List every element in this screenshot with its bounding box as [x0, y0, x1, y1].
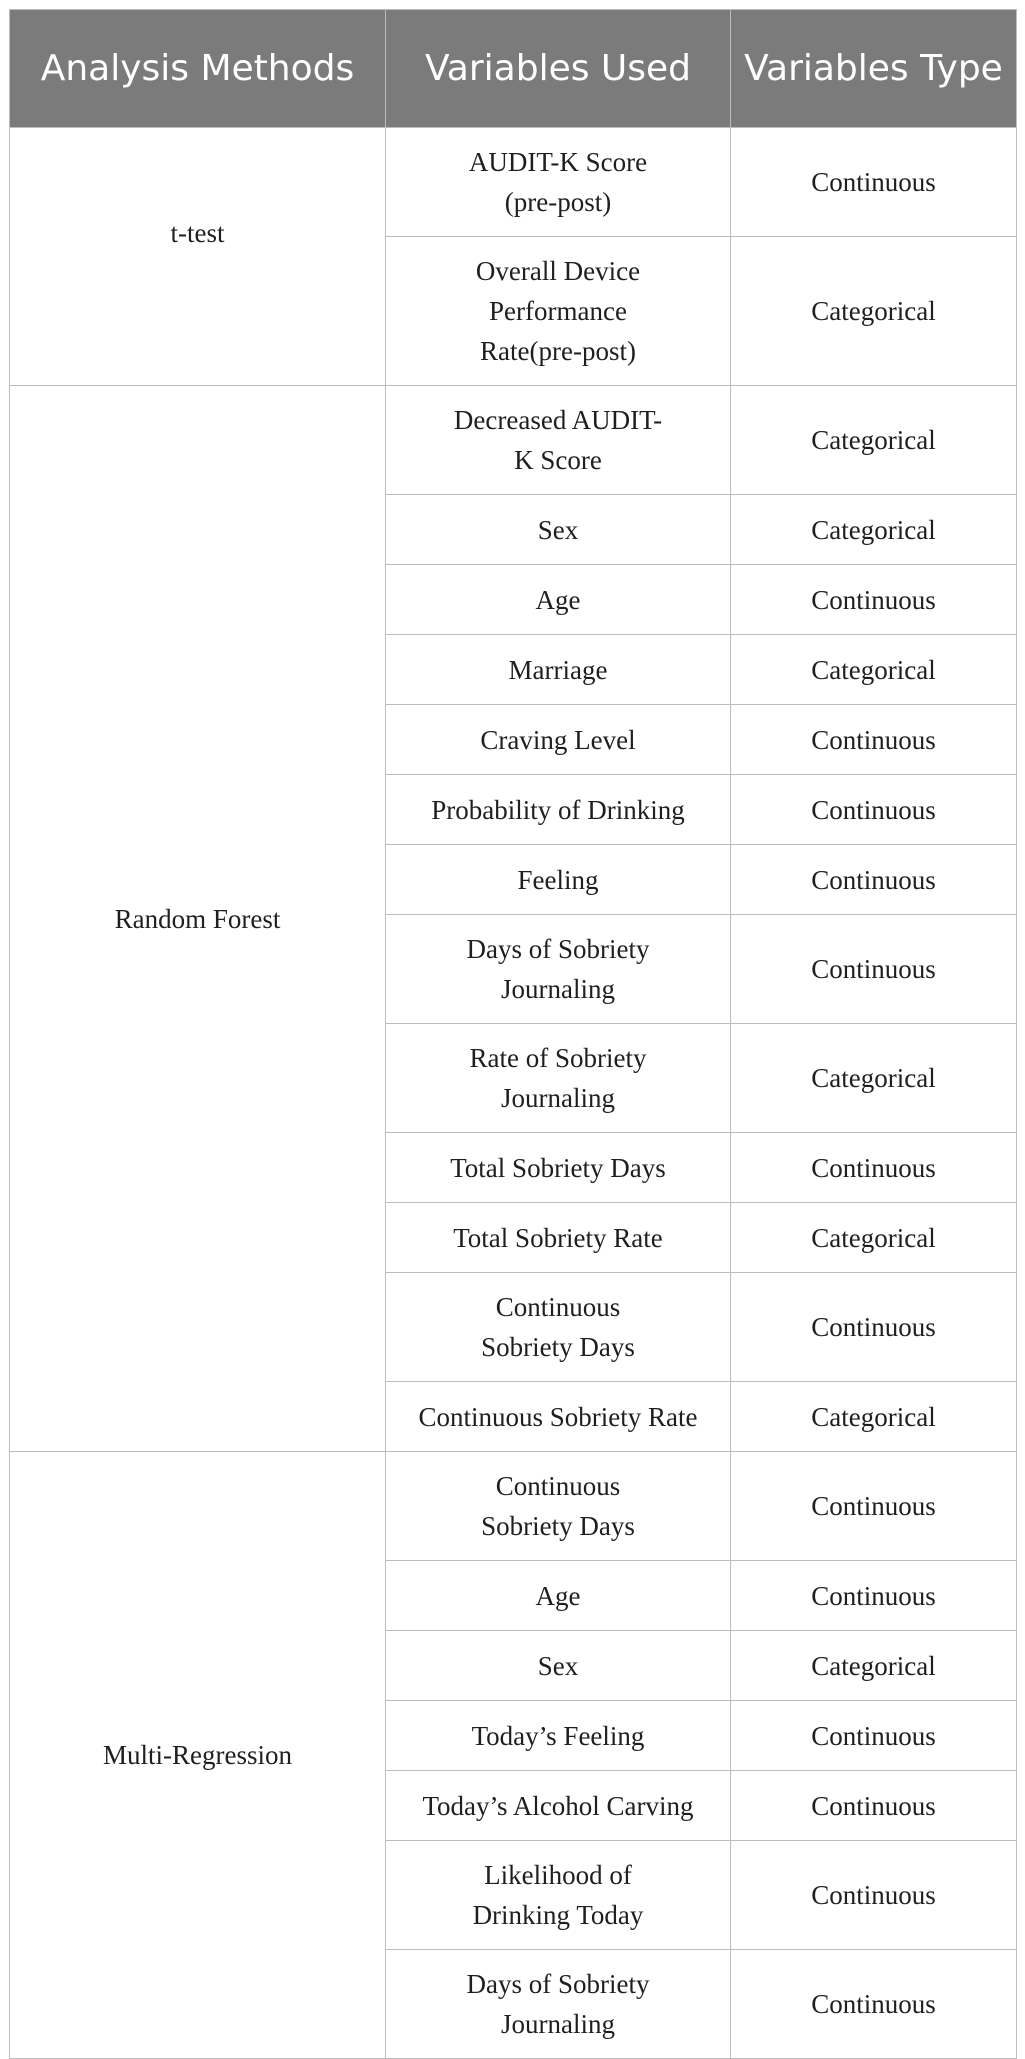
analysis-methods-table: [9, 9, 1017, 2059]
type-cell: Continuous: [731, 1133, 1017, 1203]
variable-cell: Probability of Drinking: [386, 775, 731, 845]
header-variables-used: Variables Used: [386, 10, 731, 128]
method-cell: Random Forest: [10, 386, 386, 1452]
header-variables-type: Variables Type: [731, 10, 1017, 128]
type-cell: Continuous: [731, 1273, 1017, 1382]
variable-cell: Marriage: [386, 635, 731, 705]
variable-cell: Days of Sobriety Journaling: [386, 1950, 731, 2059]
type-cell: Continuous: [731, 775, 1017, 845]
variable-cell: Age: [386, 1561, 731, 1631]
type-cell: Continuous: [731, 1841, 1017, 1950]
variable-cell: Continuous Sobriety Days: [386, 1452, 731, 1561]
type-cell: Continuous: [731, 1561, 1017, 1631]
type-cell: Continuous: [731, 845, 1017, 915]
type-cell: Categorical: [731, 1203, 1017, 1273]
variable-cell: Craving Level: [386, 705, 731, 775]
variable-cell: Today’s Alcohol Carving: [386, 1771, 731, 1841]
type-cell: Categorical: [731, 1024, 1017, 1133]
variable-cell: AUDIT-K Score (pre-post): [386, 128, 731, 237]
variable-cell: Days of Sobriety Journaling: [386, 915, 731, 1024]
type-cell: Continuous: [731, 1452, 1017, 1561]
variable-cell: Sex: [386, 1631, 731, 1701]
type-cell: Continuous: [731, 915, 1017, 1024]
variable-cell: Total Sobriety Rate: [386, 1203, 731, 1273]
variable-cell: Total Sobriety Days: [386, 1133, 731, 1203]
variable-cell: Rate of Sobriety Journaling: [386, 1024, 731, 1133]
header-analysis-methods: Analysis Methods: [10, 10, 386, 128]
header-row: [10, 10, 1017, 128]
table-row: [10, 386, 1017, 495]
variable-cell: Today’s Feeling: [386, 1701, 731, 1771]
variable-cell: Feeling: [386, 845, 731, 915]
variable-cell: Likelihood of Drinking Today: [386, 1841, 731, 1950]
type-cell: Continuous: [731, 1950, 1017, 2059]
variable-cell: Decreased AUDIT-K Score: [386, 386, 731, 495]
type-cell: Continuous: [731, 565, 1017, 635]
type-cell: Categorical: [731, 237, 1017, 386]
variable-cell: Sex: [386, 495, 731, 565]
type-cell: Continuous: [731, 1771, 1017, 1841]
variable-cell: Age: [386, 565, 731, 635]
variable-cell: Overall Device Performance Rate(pre-post): [386, 237, 731, 386]
table-row: [10, 128, 1017, 237]
type-cell: Categorical: [731, 495, 1017, 565]
type-cell: Continuous: [731, 705, 1017, 775]
method-cell: t-test: [10, 128, 386, 386]
type-cell: Categorical: [731, 1631, 1017, 1701]
type-cell: Categorical: [731, 386, 1017, 495]
variable-cell: Continuous Sobriety Days: [386, 1273, 731, 1382]
table-row: [10, 1452, 1017, 1561]
type-cell: Categorical: [731, 1382, 1017, 1452]
variable-cell: Continuous Sobriety Rate: [386, 1382, 731, 1452]
type-cell: Continuous: [731, 1701, 1017, 1771]
type-cell: Categorical: [731, 635, 1017, 705]
type-cell: Continuous: [731, 128, 1017, 237]
method-cell: Multi-Regression: [10, 1452, 386, 2059]
